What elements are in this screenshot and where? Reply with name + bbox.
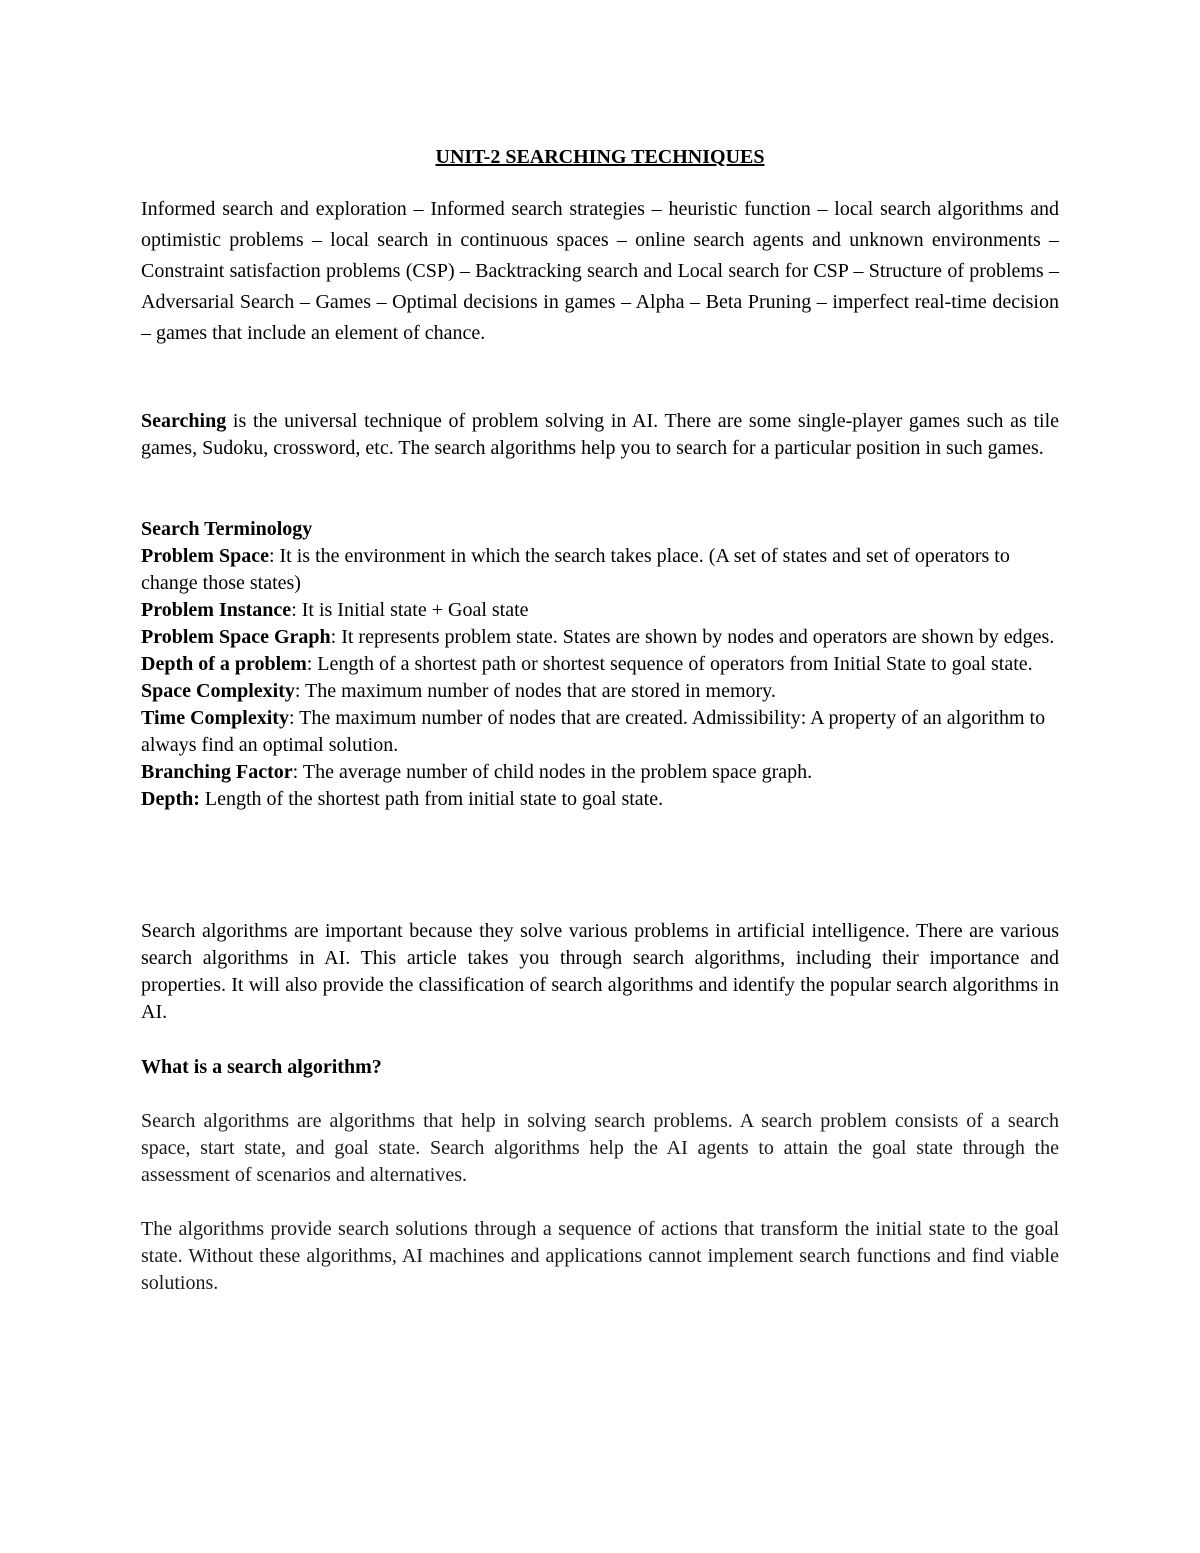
term-label: Space Complexity	[141, 680, 295, 702]
term-definition: : It represents problem state. States are shown by nodes and operators are shown by edges.	[330, 626, 1055, 648]
term-problem-space-graph	[141, 624, 1059, 651]
term-definition: Length of the shortest path from initial state to goal state.	[199, 788, 664, 810]
term-definition: : The maximum number of nodes that are created. Admissibility: A property of an algorithm to always find an optimal solution.	[141, 707, 1046, 756]
term-definition: : It is the environment in which the search takes place. (A set of states and set of operators to change those states)	[141, 545, 1010, 594]
terminology-heading-text: Search Terminology	[141, 518, 313, 540]
intro-paragraph	[141, 408, 1059, 462]
term-depth-of-a-problem	[141, 651, 1059, 678]
importance-paragraph: Search algorithms are important because they solve various problems in artificial intelligence. There are various search algorithms in AI. This article takes you through search algorithms, including their importance and properties. It will also provide the classification of search algorithms and identify the popular search algorithms in AI.	[141, 920, 1059, 1023]
term-depth	[141, 786, 1059, 813]
term-label: Problem Space	[141, 545, 269, 567]
term-definition: : The maximum number of nodes that are stored in memory.	[294, 680, 776, 702]
term-problem-instance	[141, 597, 1059, 624]
term-label: Depth of a problem	[141, 653, 307, 675]
term-definition: : The average number of child nodes in the problem space graph.	[292, 761, 813, 783]
topics-paragraph: Informed search and exploration – Informed search strategies – heuristic function – local search algorithms and optimistic problems – local search in continuous spaces – online search agents and unknown environments – Constraint satisfaction problems (CSP) – Backtracking search and Local search for CSP – Structure of problems – Adversarial Search – Games – Optimal decisions in games – Alpha – Beta Pruning – imperfect real-time decision – games that include an element of chance.	[141, 198, 1059, 344]
terminology-section	[141, 516, 1059, 813]
document-title: UNIT-2 SEARCHING TECHNIQUES	[435, 146, 765, 168]
intro-term: Searching	[141, 410, 227, 432]
term-definition: : Length of a shortest path or shortest sequence of operators from Initial State to goal state.	[306, 653, 1033, 675]
term-time-complexity	[141, 705, 1059, 759]
term-label: Problem Space Graph	[141, 626, 331, 648]
what-is-paragraph-2: The algorithms provide search solutions through a sequence of actions that transform the initial state to the goal state. Without these algorithms, AI machines and applications cannot implement search functions and find viable solutions.	[141, 1218, 1059, 1294]
term-label: Time Complexity	[141, 707, 289, 729]
terminology-heading	[141, 516, 1059, 543]
term-space-complexity	[141, 678, 1059, 705]
term-problem-space	[141, 543, 1059, 597]
term-definition: : It is Initial state + Goal state	[291, 599, 529, 621]
what-is-heading: What is a search algorithm?	[141, 1056, 382, 1078]
term-label: Branching Factor	[141, 761, 293, 783]
term-label: Problem Instance	[141, 599, 292, 621]
term-label: Depth:	[141, 788, 200, 810]
term-branching-factor	[141, 759, 1059, 786]
what-is-paragraph-1: Search algorithms are algorithms that help in solving search problems. A search problem consists of a search space, start state, and goal state. Search algorithms help the AI agents to attain the goal state through the assessment of scenarios and alternatives.	[141, 1110, 1059, 1186]
intro-text: is the universal technique of problem solving in AI. There are some single-player games such as tile games, Sudoku, crossword, etc. The search algorithms help you to search for a particular position in such games.	[141, 410, 1059, 459]
